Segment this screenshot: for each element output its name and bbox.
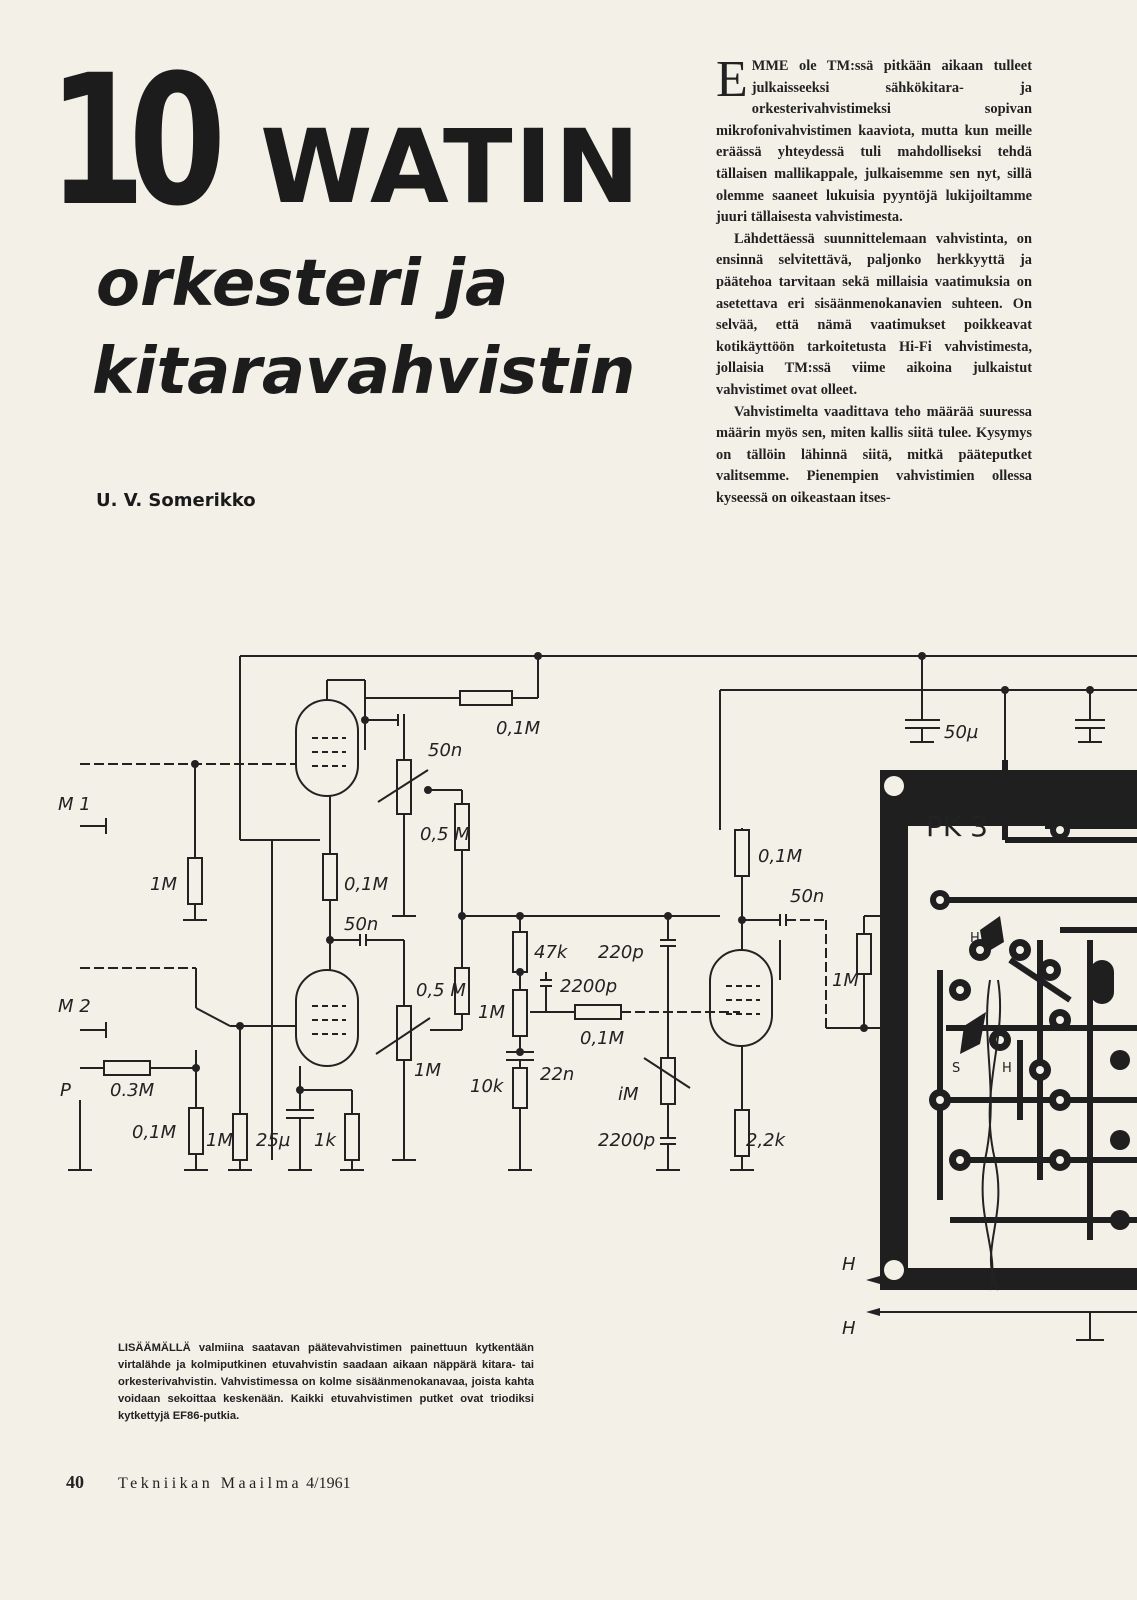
label-c-top: 50n	[428, 740, 463, 761]
article-paragraph: Vahvistimelta vaadittava teho määrää suuressa määrin myös sen, miten kallis siitä tulee. Kysymys on tällöin lähinnä siitä, mitkä pääteputket valitsemme. Pienempien vahvistimien ollessa kyseessä on oikeastaan itses-	[716, 403, 1032, 506]
label-r-10k: 10k	[470, 1076, 504, 1097]
label-c-22n: 22n	[540, 1064, 575, 1085]
drop-cap: E	[716, 51, 748, 108]
label-r-47k: 47k	[534, 942, 568, 963]
page-number: 40	[66, 1472, 84, 1492]
label-r-in1: 1M	[150, 874, 177, 895]
author-byline: U. V. Somerikko	[96, 490, 256, 511]
magazine-name: Tekniikan Maailma	[118, 1475, 303, 1492]
label-c-50n-3: 50n	[790, 886, 825, 907]
issue-number: 4/1961	[306, 1475, 351, 1492]
subtitle-line-1: orkesteri ja	[96, 247, 509, 321]
figure-caption: LISÄÄMÄLLÄ valmiina saatavan päätevahvistimen painettuun kytkentään virtalähde ja kolmiputkinen etuvahvistin saadaan aikaan näppärä kitara- tai orkesterivahvistin. Vahvistimessa on kolme sisäänmenokanavaa, joista kahta voidaan sekoittaa keskenään. Kaikki etuvahvistimen putket ovat triodiksi kytkettyjä EF86-putkia.	[118, 1342, 534, 1422]
pk3-board	[880, 760, 1137, 1290]
article-paragraph	[716, 51, 1032, 229]
label-pin-h2: H	[1002, 1061, 1012, 1076]
label-r-p: 0.3M	[110, 1080, 155, 1101]
title-word: WATIN	[260, 108, 642, 227]
label-c-50u: 50µ	[944, 722, 979, 743]
title-number: 10	[48, 37, 210, 246]
label-r-plate3: 0,1M	[758, 846, 803, 867]
label-h2: H	[842, 1318, 856, 1339]
label-r-1m-out: 1M	[832, 970, 859, 991]
label-r-g2: 0,1M	[132, 1122, 177, 1143]
label-c-220p: 220p	[598, 942, 644, 963]
label-pot-1m: 1M	[478, 1002, 505, 1023]
label-pot-im: iM	[618, 1084, 639, 1105]
article-body	[716, 51, 1032, 509]
label-r-k2: 1k	[314, 1130, 336, 1151]
label-c-mid: 50n	[344, 914, 379, 935]
label-r-mid: 0,1M	[344, 874, 389, 895]
label-pot2: 0,5 M	[416, 980, 466, 1001]
label-c-k: 25µ	[256, 1130, 291, 1151]
label-board: PK 3	[926, 810, 988, 843]
label-m1: M 1	[58, 794, 91, 815]
subtitle-line-2: kitaravahvistin	[92, 335, 636, 409]
label-p: P	[60, 1080, 71, 1101]
label-r-22k: 2,2k	[746, 1130, 786, 1151]
label-r-k1: 1M	[206, 1130, 233, 1151]
label-h1: H	[842, 1254, 856, 1275]
article-paragraph: Lähdettäessä suunnittelemaan vahvistinta, on ensinnä selvitettävä, paljonko herkkyyttä ja päätehoa tarvitaan sekä millaisia vaatimuksia on asetettava eri sisäänmenokanavien suhteen. On selvää, että nämä vaatimukset poikkeavat kotikäyttöön tarkoitetusta Hi-Fi vahvistimesta, jollaisia TM:ssä viime aikoina julkaistut vahvistimet ovat olleet.	[716, 230, 1032, 398]
label-pin-h: H	[970, 931, 980, 946]
label-r-top: 0,1M	[496, 718, 541, 739]
label-r-01m: 0,1M	[580, 1028, 625, 1049]
label-m2: M 2	[58, 996, 91, 1017]
paragraph-1-text: MME ole TM:ssä pitkään aikaan tulleet julkaisseeksi sähkökitara- ja orkesterivahvistimeksi sopivan mikrofonivahvistimen kaaviota, mutta kun meille eräässä yhteydessä tuli mahdolliseksi tehdä tällaisen mallikappale, julkaisemme sen nyt, sillä olemme saaneet lukuisia pyyntöjä lukijoiltamme juuri tällaisesta vahvistimesta.	[716, 58, 1032, 226]
label-pot2-b: 1M	[414, 1060, 441, 1081]
label-pot1: 0,5 M	[420, 824, 470, 845]
label-c-2200p-a: 2200p	[560, 976, 618, 997]
page-footer	[66, 1472, 351, 1493]
amplifier-schematic	[0, 640, 1137, 1360]
label-pin-s: S	[952, 1061, 961, 1076]
label-c-2200p-b: 2200p	[598, 1130, 656, 1151]
